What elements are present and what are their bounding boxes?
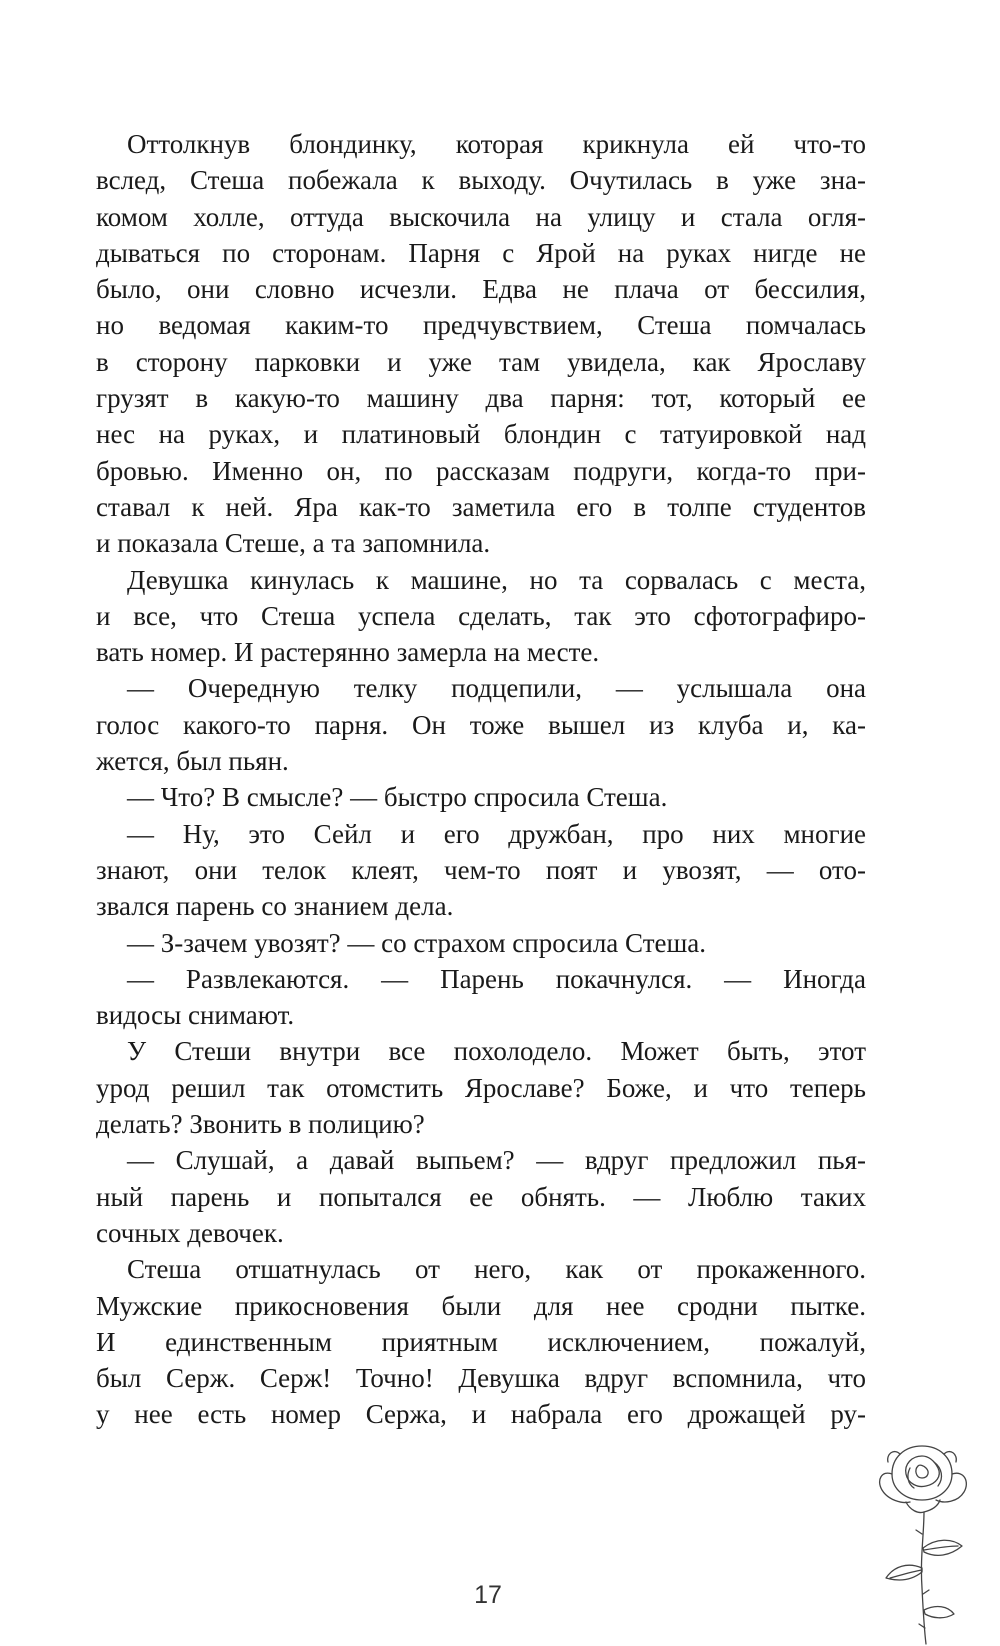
text-line: видосы снимают. xyxy=(96,1000,295,1031)
text-line: в сторону парковки и уже там увидела, как Ярославу xyxy=(96,346,866,377)
text-line: — Слушай, а давай выпьем? — вдруг предложил пья- xyxy=(127,1145,866,1176)
text-line: — Развлекаются. — Парень покачнулся. — Иногда xyxy=(127,963,866,994)
text-line: звался парень со знанием дела. xyxy=(96,891,454,922)
text-line: Мужские прикосновения были для нее сродни пытке. xyxy=(96,1290,866,1321)
text-line: был Серж. Серж! Точно! Девушка вдруг вспомнила, что xyxy=(96,1363,866,1394)
rose-icon xyxy=(852,1438,992,1646)
text-line: — Что? В смысле? — быстро спросила Стеша. xyxy=(127,782,668,813)
text-line: — Ну, это Сейл и его дружбан, про них многие xyxy=(127,818,866,849)
text-line: бровью. Именно он, по рассказам подруги, когда-то при- xyxy=(96,455,866,486)
page-body xyxy=(96,126,866,1433)
text-line: знают, они телок клеят, чем-то поят и увозят, — ото- xyxy=(96,854,866,885)
text-line: — З-зачем увозят? — со страхом спросила Стеша. xyxy=(127,927,706,958)
text-line: было, они словно исчезли. Едва не плача от бессилия, xyxy=(96,274,866,305)
text-line: голос какого-то парня. Он тоже вышел из клуба и, ка- xyxy=(96,709,866,740)
text-line: жется, был пьян. xyxy=(96,746,289,777)
text-line: делать? Звонить в полицию? xyxy=(96,1109,425,1140)
text-line: урод решил так отомстить Ярославе? Боже, и что теперь xyxy=(96,1072,866,1103)
text-line: И единственным приятным исключением, пожалуй, xyxy=(96,1326,866,1357)
text-line: вать номер. И растерянно замерла на месте. xyxy=(96,637,600,668)
text-line: ный парень и попытался ее обнять. — Люблю таких xyxy=(96,1181,866,1212)
text-line: У Стеши внутри все похолодело. Может быть, этот xyxy=(127,1036,866,1067)
text-line: у нее есть номер Сержа, и набрала его дрожащей ру- xyxy=(96,1399,866,1430)
text-line: сочных девочек. xyxy=(96,1217,284,1248)
text-line: Оттолкнув блондинку, которая крикнула ей что-то xyxy=(127,129,866,159)
text-line: нес на руках, и платиновый блондин с татуировкой над xyxy=(96,419,866,450)
text-line: Девушка кинулась к машине, но та сорвалась с места, xyxy=(127,564,866,595)
text-line: комом холле, оттуда выскочила на улицу и стала огля- xyxy=(96,201,866,232)
text-line: и показала Стеше, а та запомнила. xyxy=(96,528,491,559)
text-line: — Очередную телку подцепили, — услышала она xyxy=(127,673,866,704)
text-line: вслед, Стеша побежала к выходу. Очутилась в уже зна- xyxy=(96,165,866,196)
text-line: но ведомая каким-то предчувствием, Стеша помчалась xyxy=(96,310,866,341)
text-line: Стеша отшатнулась от него, как от прокаженного. xyxy=(127,1254,866,1285)
text-line: и все, что Стеша успела сделать, так это сфотографиро- xyxy=(96,600,866,631)
text-line: грузят в какую-то машину два парня: тот, который ее xyxy=(96,383,866,414)
page-number: 17 xyxy=(474,1581,502,1609)
text-line: дываться по сторонам. Парня с Ярой на руках нигде не xyxy=(96,237,866,268)
text-line: ставал к ней. Яра как-то заметила его в толпе студентов xyxy=(96,491,866,522)
